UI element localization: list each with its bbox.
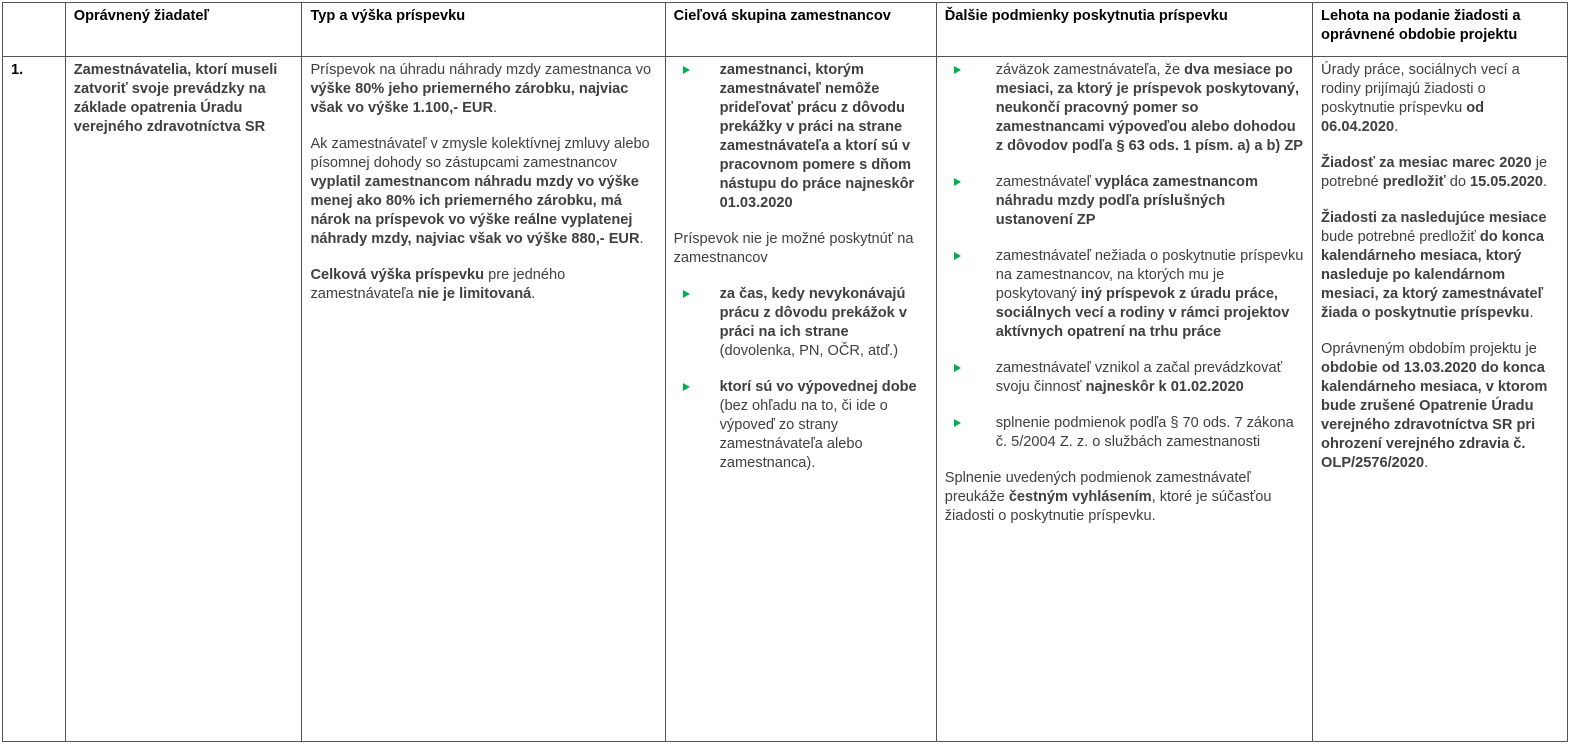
support-conditions-table (2, 2, 1568, 742)
text-run: ktorí sú vo výpovednej dobe (719, 379, 917, 395)
list-item (945, 414, 1304, 452)
text-run: najneskôr k 01.02.2020 (1085, 379, 1244, 395)
bullet-triangle-icon (954, 66, 961, 74)
bullet-triangle-icon (954, 252, 961, 260)
text-run: je potrebné (1321, 155, 1548, 190)
bullet-triangle-icon (954, 364, 961, 372)
text-run: za čas, kedy nevykonávajú prácu z dôvodu prekážok v práci na ich strane (719, 286, 907, 340)
header-conditions: Ďalšie podmienky poskytnutia príspevku (936, 3, 1312, 57)
text-run: 15.05.2020 (1470, 174, 1544, 190)
bullet-triangle-icon (683, 290, 690, 298)
text-run: Ak zamestnávateľ v zmysle kolektívnej zmluvy alebo písomnej dohody so zástupcami zamestnancov (310, 136, 650, 171)
text-run: zamestnávateľ nežiada o poskytnutie príspevku na zamestnancov, na ktorých mu je poskytovaný (995, 248, 1304, 302)
text-run: vypláca zamestnancom náhradu mzdy podľa príslušných ustanovení ZP (995, 174, 1258, 228)
bullet-triangle-icon (954, 178, 961, 186)
text-run: . (1394, 119, 1399, 135)
deadline-paragraph (1321, 61, 1559, 137)
text-run: Príspevok nie je možné poskytnúť na zamestnancov (673, 231, 914, 266)
cell-number (3, 57, 66, 742)
text-run: Žiadosť za mesiac marec 2020 (1321, 155, 1532, 171)
text-run: (bez ohľadu na to, či ide o výpoveď zo strany zamestnávateľa alebo zamestnanca). (719, 398, 888, 471)
cell-target-group (665, 57, 936, 742)
text-run: (dovolenka, PN, OČR, atď.) (719, 343, 899, 359)
table-header-row (3, 3, 1568, 57)
text-run: vyplatil zamestnancom náhradu mzdy vo výške menej ako 80% ich priemerného zárobku, má nárok na príspevok vo výške reálne vyplatenej náhrady mzdy, najviac však vo výške 880,- EUR (310, 174, 640, 247)
cell-type (302, 57, 665, 742)
deadline-paragraph (1321, 340, 1559, 473)
text-run: do konca kalendárneho mesiaca, ktorý nasleduje po kalendárnom mesiaci, za ktorý zamestnávateľ žiada o poskytnutie príspevku (1321, 229, 1544, 321)
list-item (945, 61, 1304, 156)
text-run: Príspevok na úhradu náhrady mzdy zamestnanca vo (310, 62, 652, 78)
bullet-triangle-icon (683, 383, 690, 391)
applicant-text: Zamestnávatelia, ktorí museli zatvoriť svoje prevádzky na základe opatrenia Úradu verejného zdravotníctva SR (73, 62, 278, 135)
header-number (3, 3, 66, 57)
target-bullet-text (720, 61, 928, 213)
type-paragraph (310, 266, 656, 304)
type-paragraph (310, 61, 656, 118)
text-run: . (531, 286, 536, 302)
type-paragraph (310, 135, 656, 249)
target-note (674, 230, 928, 268)
list-item (945, 247, 1304, 342)
text-run: zamestnávateľ (995, 174, 1095, 190)
header-deadline: Lehota na podanie žiadosti a oprávnené obdobie projektu (1313, 3, 1568, 57)
text-run: . (492, 100, 498, 116)
text-run: pre jedného zamestnávateľa (310, 267, 566, 302)
text-run: iný príspevok z úradu práce, sociálnych vecí a rodiny v rámci projektov aktívnych opatrení na trhu práce (995, 286, 1290, 340)
text-run: Splnenie uvedených podmienok zamestnávateľ preukáže (944, 470, 1251, 505)
table-row (3, 57, 1568, 742)
condition-text (996, 414, 1304, 452)
bullet-triangle-icon (954, 419, 961, 427)
text-run: Oprávneným obdobím projektu je (1321, 341, 1537, 357)
list-item (674, 378, 928, 473)
text-run: , ktoré je súčasťou žiadosti o poskytnutie príspevku. (944, 489, 1272, 524)
text-run: . (1543, 174, 1548, 190)
list-item (674, 61, 928, 213)
cell-deadline (1313, 57, 1568, 742)
cell-conditions (936, 57, 1312, 742)
text-run: predložiť (1382, 174, 1446, 190)
text-run: Žiadosti za nasledujúce mesiace (1321, 210, 1547, 226)
cell-applicant (65, 57, 302, 742)
header-type: Typ a výška príspevku (302, 3, 665, 57)
deadline-paragraph (1321, 209, 1559, 323)
list-item (674, 285, 928, 361)
text-run: Úrady práce, sociálnych vecí a rodiny prijímajú žiadosti o poskytnutie príspevku (1321, 62, 1520, 116)
row-number: 1. (11, 62, 24, 78)
text-run: záväzok zamestnávateľa, že (995, 62, 1185, 78)
list-item (945, 359, 1304, 397)
text-run: od 06.04.2020 (1321, 100, 1485, 135)
text-run: nie je limitovaná (417, 286, 532, 302)
condition-text (996, 359, 1304, 397)
text-run: výške 80% jeho priemerného zárobku, najviac však vo výške 1.100,- EUR (310, 81, 629, 116)
text-run: . (1529, 305, 1534, 321)
text-run: zamestnávateľ vznikol a začal prevádzkovať svoju činnosť (995, 360, 1283, 395)
list-item (945, 173, 1304, 230)
text-run: Celková výška príspevku (310, 267, 485, 283)
deadline-paragraph (1321, 154, 1559, 192)
target-bullet-text (720, 378, 928, 473)
text-run: . (1424, 455, 1429, 471)
condition-text (996, 173, 1304, 230)
condition-text (996, 247, 1304, 342)
conditions-footer (945, 469, 1304, 526)
text-run: do (1445, 174, 1470, 190)
text-run: bude potrebné predložiť (1321, 229, 1480, 245)
text-run: obdobie od 13.03.2020 do konca kalendárneho mesiaca, v ktorom bude zrušené Opatrenie Úradu verejného zdravotníctva SR pri ohrození verejného zdravia č. OLP/2576/2020 (1321, 360, 1548, 471)
header-target-group: Cieľová skupina zamestnancov (665, 3, 936, 57)
text-run: zamestnanci, ktorým zamestnávateľ nemôže prideľovať prácu z dôvodu prekážky v práci na strane zamestnávateľa a ktorí sú v pracovnom pomere s dňom nástupu do práce najneskôr 01.03.2020 (719, 62, 915, 211)
header-applicant: Oprávnený žiadateľ (65, 3, 302, 57)
text-run: . (639, 231, 644, 247)
condition-text (996, 61, 1304, 156)
text-run: čestným vyhlásením (1008, 489, 1152, 505)
text-run: splnenie podmienok podľa § 70 ods. 7 zákona č. 5/2004 Z. z. o službách zamestnanosti (995, 415, 1294, 450)
text-run: dva mesiace po mesiaci, za ktorý je príspevok poskytovaný, neukončí pracovný pomer so zamestnancami výpoveďou alebo dohodou z dôvodov podľa § 63 ods. 1 písm. a) a b) ZP (995, 62, 1303, 154)
target-bullet-text (720, 285, 928, 361)
bullet-triangle-icon (683, 66, 690, 74)
